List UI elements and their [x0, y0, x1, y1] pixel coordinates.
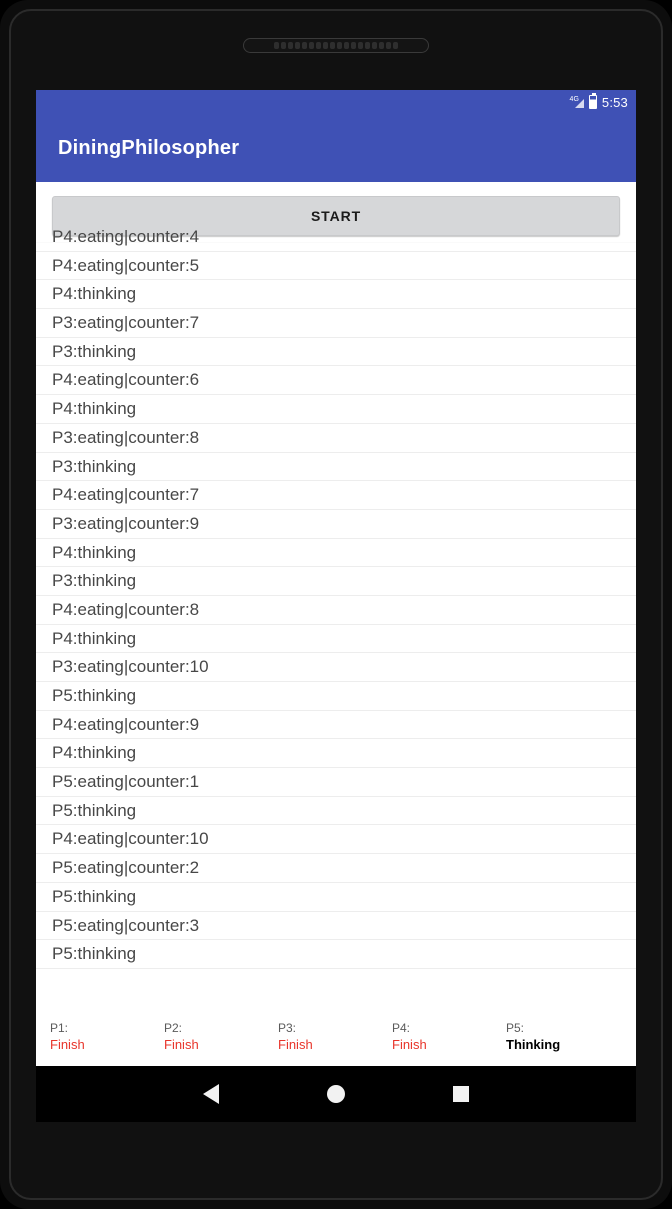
log-row: P3:thinking: [36, 338, 636, 367]
log-row: P3:eating|counter:8: [36, 424, 636, 453]
philosopher-state: Finish: [50, 1037, 85, 1052]
signal-bars: [575, 99, 584, 108]
log-row: P3:thinking: [36, 453, 636, 482]
philosopher-state: Finish: [278, 1037, 313, 1052]
log-row: P3:thinking: [36, 567, 636, 596]
philosopher-label: P3:: [278, 1021, 297, 1035]
philosopher-state: Finish: [392, 1037, 427, 1052]
philosopher-status-cell: [506, 1020, 620, 1054]
log-row: P3:eating|counter:9: [36, 510, 636, 539]
log-row: P3:eating|counter:7: [36, 309, 636, 338]
system-navigation-bar: [36, 1066, 636, 1122]
log-row: P4:eating|counter:7: [36, 481, 636, 510]
log-row: P5:eating|counter:2: [36, 854, 636, 883]
network-type-label: 4G: [569, 95, 579, 103]
philosopher-status-cell: [50, 1020, 164, 1054]
log-row: P5:thinking: [36, 797, 636, 826]
status-clock: 5:53: [601, 94, 628, 110]
philosopher-label: P4:: [392, 1021, 411, 1035]
phone-screen: [36, 90, 636, 1066]
log-list[interactable]: [36, 227, 636, 1014]
log-row: P4:eating|counter:6: [36, 366, 636, 395]
home-icon[interactable]: [327, 1085, 345, 1103]
philosopher-status-cell: [164, 1020, 278, 1054]
philosopher-state: Finish: [164, 1037, 199, 1052]
log-row: P4:thinking: [36, 739, 636, 768]
log-row: P4:thinking: [36, 539, 636, 568]
app-bar: [36, 114, 636, 182]
back-icon[interactable]: [203, 1084, 219, 1104]
philosopher-label: P2:: [164, 1021, 183, 1035]
philosopher-status-cell: [392, 1020, 506, 1054]
log-row: P4:thinking: [36, 625, 636, 654]
philosopher-label: P5:: [506, 1021, 525, 1035]
philosopher-state: Thinking: [506, 1037, 561, 1052]
log-row: P4:eating|counter:10: [36, 825, 636, 854]
log-row: P4:eating|counter:4: [36, 223, 636, 252]
log-row: P5:eating|counter:1: [36, 768, 636, 797]
status-bar: [36, 90, 636, 114]
page-title: DiningPhilosopher: [58, 136, 240, 159]
philosopher-label: P1:: [50, 1021, 69, 1035]
log-row: P5:eating|counter:3: [36, 912, 636, 941]
log-row: P5:thinking: [36, 682, 636, 711]
log-row: P5:thinking: [36, 940, 636, 969]
log-row: P4:thinking: [36, 280, 636, 309]
log-row: P3:eating|counter:10: [36, 653, 636, 682]
start-button[interactable]: START: [52, 196, 620, 236]
speaker-grille: [243, 38, 429, 53]
log-list-inner: [36, 223, 636, 969]
log-row: P4:eating|counter:9: [36, 711, 636, 740]
philosopher-status-row: [36, 1014, 636, 1066]
philosopher-status-cell: [278, 1020, 392, 1054]
log-row: P4:eating|counter:5: [36, 252, 636, 281]
log-row: P4:thinking: [36, 395, 636, 424]
recents-icon[interactable]: [453, 1086, 469, 1102]
signal-icon: [569, 96, 584, 109]
log-row: P4:eating|counter:8: [36, 596, 636, 625]
main-content: [36, 182, 636, 1066]
battery-icon: [589, 95, 597, 109]
log-row: P5:thinking: [36, 883, 636, 912]
